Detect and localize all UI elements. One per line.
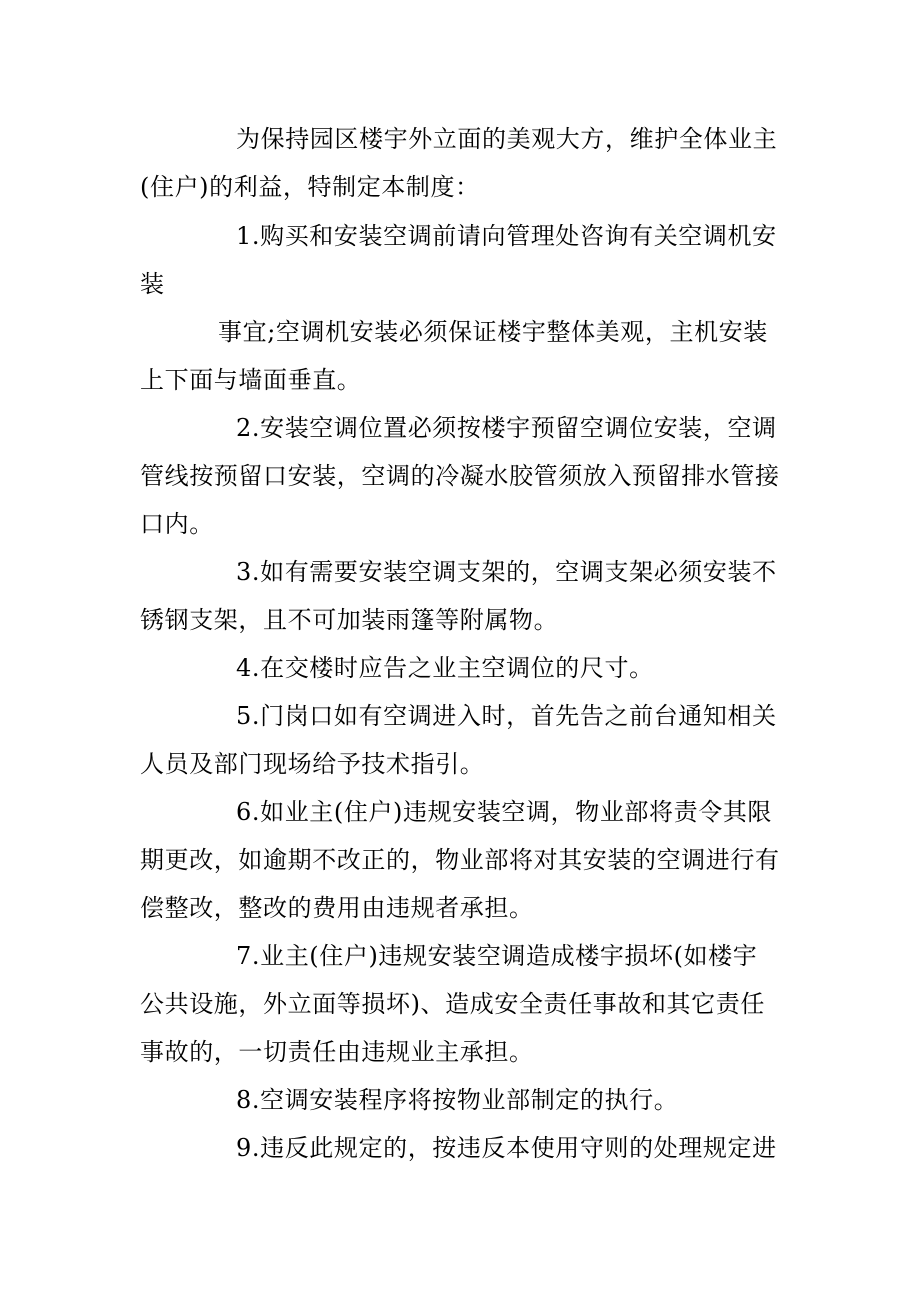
item-6-line-2: 期更改，如逾期不改正的，物业部将对其安装的空调进行有 bbox=[140, 846, 780, 874]
item-1-line-2: 装 bbox=[140, 270, 165, 298]
item-1-line-1: 1.购买和安装空调前请向管理处咨询有关空调机安 bbox=[236, 222, 777, 250]
item-5-line-2: 人员及部门现场给予技术指引。 bbox=[140, 750, 485, 778]
item-3-line-2: 锈钢支架，且不可加装雨篷等附属物。 bbox=[140, 606, 559, 634]
item-5-line-1: 5.门岗口如有空调进入时，首先告之前台通知相关 bbox=[236, 702, 777, 730]
item-7-line-3: 事故的，一切责任由违规业主承担。 bbox=[140, 1038, 534, 1066]
item-3-line-1: 3.如有需要安装空调支架的，空调支架必须安装不 bbox=[236, 558, 777, 586]
paragraph-intro-line-1: 为保持园区楼宇外立面的美观大方，维护全体业主 bbox=[236, 125, 778, 153]
item-8-line-1: 8.空调安装程序将按物业部制定的执行。 bbox=[236, 1086, 679, 1114]
item-2-line-3: 口内。 bbox=[140, 510, 214, 538]
item-9-line-1: 9.违反此规定的，按违反本使用守则的处理规定进 bbox=[236, 1134, 777, 1162]
item-4-line-1: 4.在交楼时应告之业主空调位的尺寸。 bbox=[236, 654, 654, 682]
item-1-line-4: 上下面与墙面垂直。 bbox=[140, 366, 362, 394]
paragraph-intro-line-2: (住户)的利益，特制定本制度： bbox=[140, 173, 480, 201]
item-6-line-3: 偿整改，整改的费用由违规者承担。 bbox=[140, 894, 534, 922]
item-2-line-2: 管线按预留口安装，空调的冷凝水胶管须放入预留排水管接 bbox=[140, 462, 780, 490]
item-1-line-3: 事宜;空调机安装必须保证楼宇整体美观，主机安装 bbox=[218, 318, 768, 346]
item-2-line-1: 2.安装空调位置必须按楼宇预留空调位安装，空调 bbox=[236, 414, 777, 442]
item-7-line-2: 公共设施，外立面等损坏)、造成安全责任事故和其它责任 bbox=[140, 990, 765, 1018]
item-6-line-1: 6.如业主(住户)违规安装空调，物业部将责令其限 bbox=[236, 798, 773, 826]
item-7-line-1: 7.业主(住户)违规安装空调造成楼宇损坏(如楼宇 bbox=[236, 942, 758, 970]
